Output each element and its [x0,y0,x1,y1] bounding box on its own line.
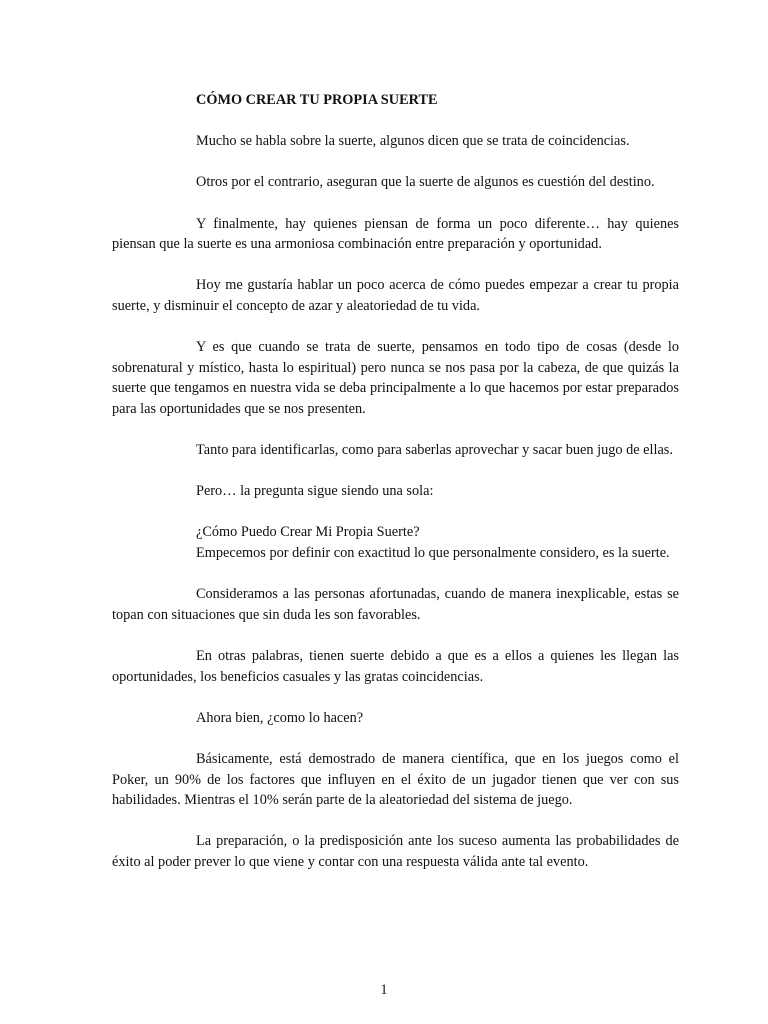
paragraph-4: Hoy me gustaría hablar un poco acerca de cómo puedes empezar a crear tu propia suerte, y disminuir el concepto de azar y aleatoriedad de tu vida. [112,277,679,314]
paragraph-6: Tanto para identificarlas, como para saberlas aprovechar y sacar buen jugo de ellas. [196,442,673,459]
document-body [112,90,679,893]
paragraph-9: Consideramos a las personas afortunadas, cuando de manera inexplicable, estas se topan con situaciones que sin duda les son favorables. [112,586,679,623]
paragraph-11: Ahora bien, ¿como lo hacen? [196,709,364,726]
paragraph-5: Y es que cuando se trata de suerte, pensamos en todo tipo de cosas (desde lo sobrenatural y místico, hasta lo espiritual) pero nunca se nos pasa por la cabeza, de que quizás la suerte que tengamos en nuestra vida se deba principalmente a lo que hacemos por estar preparados para las oportunidades que se nos presenten. [112,339,679,417]
paragraph-1: Mucho se habla sobre la suerte, algunos dicen que se trata de coincidencias. [196,133,630,150]
document-title: CÓMO CREAR TU PROPIA SUERTE [196,92,438,108]
paragraph-12: Básicamente, está demostrado de manera científica, que en los juegos como el Poker, un 90% de los factores que influyen en el éxito de un jugador tienen que ver con sus habilidades. Mientras el 10% serán parte de la aleatoriedad del sistema de juego. [112,751,679,809]
question-heading: ¿Cómo Puedo Crear Mi Propia Suerte? [196,524,420,541]
paragraph-13: La preparación, o la predisposición ante los suceso aumenta las probabilidades de éxito al poder prever lo que viene y contar con una respuesta válida ante tal evento. [112,833,679,870]
paragraph-2: Otros por el contrario, aseguran que la suerte de algunos es cuestión del destino. [196,174,655,191]
paragraph-3: Y finalmente, hay quienes piensan de forma un poco diferente… hay quienes piensan que la suerte es una armoniosa combinación entre preparación y oportunidad. [112,215,679,253]
page-number: 1 [380,982,388,998]
paragraph-7: Pero… la pregunta sigue siendo una sola: [196,483,434,500]
paragraph-8: Empecemos por definir con exactitud lo que personalmente considero, es la suerte. [196,545,670,562]
paragraph-10: En otras palabras, tienen suerte debido a que es a ellos a quienes les llegan las oportunidades, los beneficios casuales y las gratas coincidencias. [112,648,679,685]
